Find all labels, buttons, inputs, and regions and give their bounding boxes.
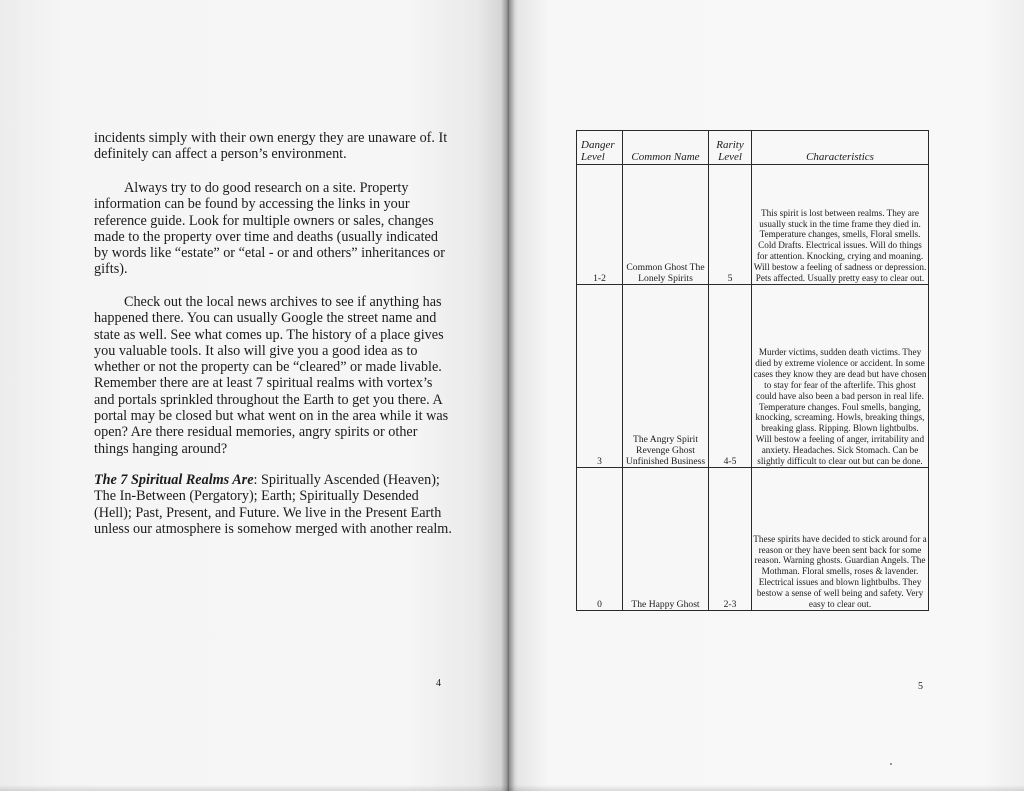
ghost-classification-table [576,130,929,611]
cell-characteristics: These spirits have decided to stick around for a reason or they have been sent back for some reason. Warning ghosts. Guardian Angels. The Mothman. Floral smells, roses & lavender. Electrical issues and blown lightbulbs. They bestow a sense of well being and safety. Very easy to clear out. [752,468,929,611]
left-page [0,0,508,791]
table-row [577,285,929,468]
book-spine-gutter [501,0,515,791]
scan-speck [890,763,892,765]
paragraph-research-text: Always try to do good research on a site. Property information can be found by accessing the links in your reference guide. Look for multiple owners or sales, changes made to the property over time and deaths (usually indicated by words like “estate” or “etal - or and others” inheritances or gifts). [94,180,445,278]
paragraph-realms-text [94,472,454,537]
cell-danger-level: 1-2 [577,165,623,285]
cell-characteristics: This spirit is lost between realms. They are usually stuck in the time frame they died in. Temperature changes, smells, Floral smells. Cold Drafts. Electrical issues. Will do things for attention. Knocking, crying and moaning. Will bestow a feeling of sadness or depression. Pets affected. Usually pretty easy to clear out. [752,165,929,285]
realms-text: : Spiritually Ascended (Heaven); The In-Between (Pergatory); Earth; Spiritually Desended (Hell); Past, Present, and Future. We live in the Present Earth unless our atmosphere is somehow merged with another realm. [94,472,452,537]
cell-rarity-level: 4-5 [709,285,752,468]
paragraph-news [94,294,454,457]
cell-common-name: The Happy Ghost [623,468,709,611]
paragraph-intro [94,130,454,163]
paragraph-news-text: Check out the local news archives to see if anything has happened there. You can usually Google the street name and state as well. See what comes up. The history of a place gives you valuable tools. It also will give you a good idea as to whether or not the property can be “cleared” or made livable. Remember there are at least 7 spiritual realms with vortex’s and portals sprinkled throughout the Earth to get you there. A portal may be closed but what went on in the area while it was open? Are there residual memories, angry spirits or other things hanging around? [94,294,449,457]
paragraph-research [94,180,454,278]
cell-danger-level: 3 [577,285,623,468]
paragraph-intro-text: incidents simply with their own energy they are unaware of. It definitely can affect a person’s environment. [94,130,448,163]
header-danger-level: Danger Level [577,131,623,165]
realms-label: The 7 Spiritual Realms Are [94,472,254,488]
cell-danger-level: 0 [577,468,623,611]
table-row [577,468,929,611]
cell-rarity-level: 2-3 [709,468,752,611]
header-common-name: Common Name [623,131,709,165]
cell-common-name: The Angry Spirit Revenge Ghost Unfinished Business [623,285,709,468]
page-number-right: 5 [918,681,923,692]
page-bottom-shadow [0,785,1024,791]
header-rarity-level: Rarity Level [709,131,752,165]
page-number-left: 4 [436,678,441,689]
header-characteristics: Characteristics [752,131,929,165]
cell-rarity-level: 5 [709,165,752,285]
paragraph-realms [94,472,454,537]
table-row [577,165,929,285]
cell-characteristics: Murder victims, sudden death victims. They died by extreme violence or accident. In some cases they know they are dead but have chosen to stay for fear of the afterlife. This ghost could have also been a bad person in real life. Temperature changes. Foul smells, banging, knocking, screaming. Howls, breaking things, breaking glass. Ripping. Blown lightbulbs. Will bestow a feeling of anger, irritability and anxiety. Headaches. Sick Stomach. Can be slightly difficult to clear out but can be done. [752,285,929,468]
cell-common-name: Common Ghost The Lonely Spirits [623,165,709,285]
table-header-row [577,131,929,165]
